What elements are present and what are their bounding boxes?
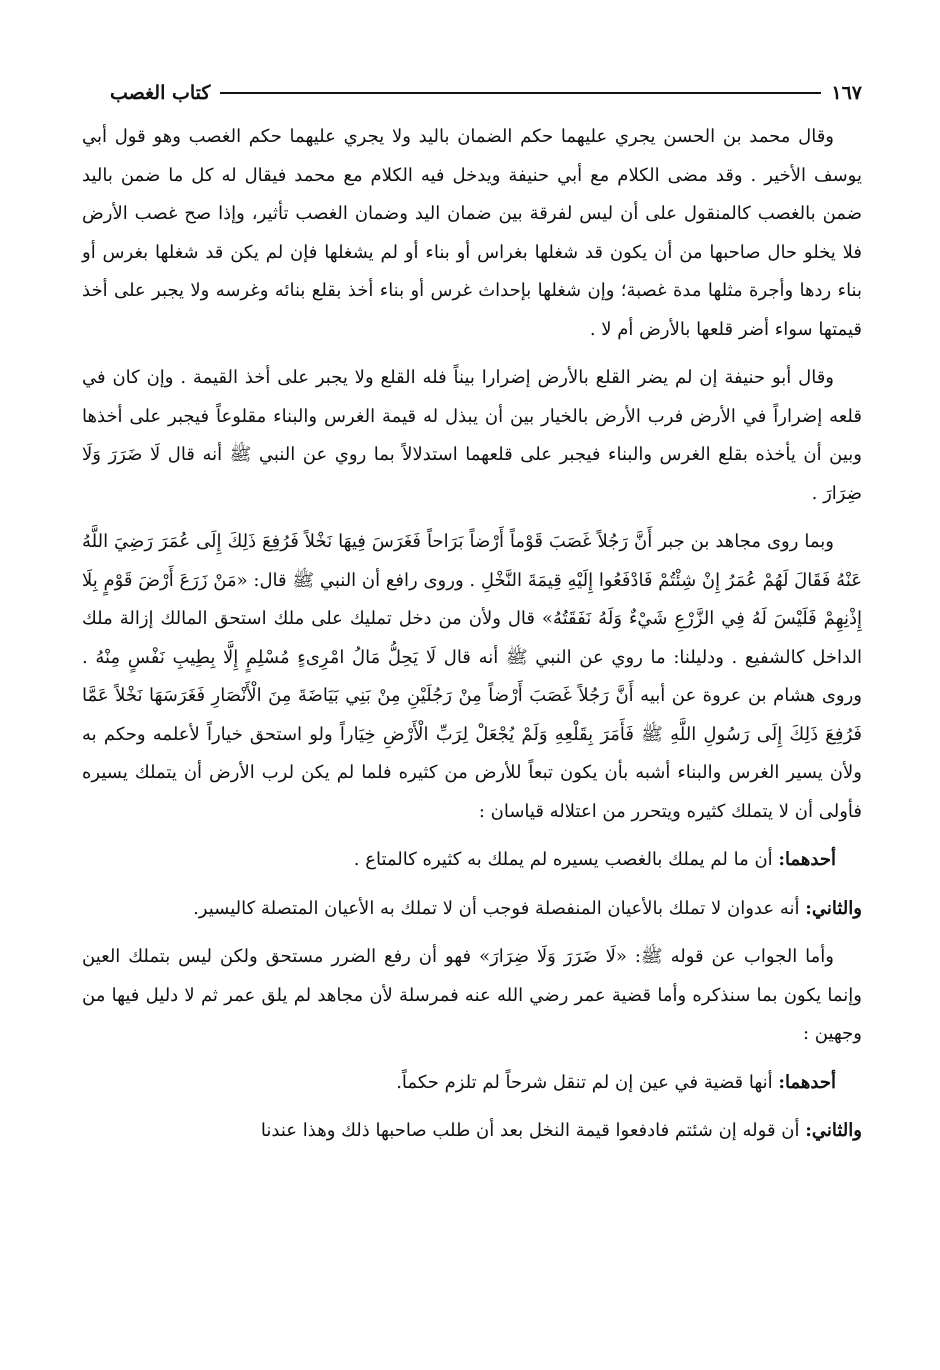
paragraph-mujahid: وبما روى مجاهد بن جبر أَنَّ رَجُلاً غَصَبَ قَوْماً أَرْضاً بَرَاحاً فَغَرَسَ فِيهَا نَخْلاً فَرُفِعَ ذَلِكَ إِلَى عُمَرَ رَضِيَ اللَّهُ عَنْهُ فَقَالَ لَهُمْ عُمَرُ إِنْ شِئْتُمْ فَادْفَعُوا إِلَيْهِ قِيمَةَ النَّخْلِ . وروى رافع أن النبي ﷺ قال: «مَنْ زَرَعَ أَرْضَ قَوْمٍ بِلَا إِذْنِهِمْ فَلَيْسَ لَهُ فِي الزَّرْعِ شَيْءٌ وَلَهُ نَفَقَتُهُ» قال ولأن من دخل تمليك على ملك استحق المالك إزالة ملك الداخل كالشفيع . ودليلنا: ما روي عن النبي ﷺ أنه قال لَا يَحِلُّ مَالُ امْرِىءٍ مُسْلِمٍ إِلَّا بِطِيبِ نَفْسٍ مِنْهُ . وروى هشام بن عروة عن أبيه أَنَّ رَجُلاً غَصَبَ أَرْضاً مِنْ رَجُلَيْنِ مِنْ بَنِي بَيَاضَةَ مِنَ الْأَنْصَارِ فَغَرَسَهَا نَخْلاً عَمَّا فَرُفِعَ ذَلِكَ إِلَى رَسُولِ اللَّهِ ﷺ فَأَمَرَ بِقَلْعِهِ وَلَمْ يُجْعَلْ لِرَبِّ الْأَرْضِ خِيَاراً ولو استحق خياراً لأعلمه وحكم به ولأن يسير الغرس والبناء أشبه بأن يكون تبعاً للأرض من كثيره فلما لم يكن لرب الأرض أن يتملك يسيره فأولى أن لا يتملك كثيره ويتحرر من اعتلاله قياسان : bbox=[82, 531, 862, 822]
analogy-first bbox=[82, 841, 862, 880]
reply-second bbox=[82, 1112, 862, 1151]
paragraph-muhammad: وقال محمد بن الحسن يجري عليهما حكم الضمان باليد ولا يجري عليهما حكم الغصب وهو قول أبي يوسف الأخير . وقد مضى الكلام مع أبي حنيفة ويدخل فيه الكلام مع محمد فيقال له كل ما ضمن باليد ضمن بالغصب كالمنقول على أن ليس لفرقة بين ضمان اليد وضمان الغصب تأثير، وإذا صح غصب الأرض فلا يخلو حال صاحبها من أن يكون قد شغلها بغراس أو بناء أو لم يشغلها فإن لم يكن قد شغلها بغرس أو بناء ردها وأجرة مثلها مدة غصبة؛ وإن شغلها بإحداث غرس أو بناء أخذ بقلع بنائه وغرسه ولا يجبر على أخذ قيمتها سواء أضر قلعها بالأرض أم لا . bbox=[82, 126, 862, 340]
page-number: ١٦٧ bbox=[831, 82, 862, 104]
running-header bbox=[110, 76, 862, 110]
item-label: أحدهما: bbox=[778, 1071, 836, 1093]
header-rule bbox=[220, 92, 821, 94]
item-text: أنها قضية في عين إن لم تنقل شرحاً لم تلزم حكماً. bbox=[396, 1071, 779, 1093]
item-label: والثاني: bbox=[805, 1120, 862, 1141]
item-text: أن ما لم يملك بالغصب يسيره لم يملك به كثيره كالمتاع . bbox=[353, 849, 779, 870]
item-text: أن قوله إن شئتم فادفعوا قيمة النخل بعد أن طلب صاحبها ذلك وهذا عندنا bbox=[260, 1120, 806, 1141]
page-body bbox=[82, 118, 862, 1161]
paragraph-answer: وأما الجواب عن قوله ﷺ: «لَا ضَرَرَ وَلَا ضِرَارَ» فهو أن رفع الضرر مستحق ولكن ليس بتملك العين وإنما يكون بما سنذكره وأما قضية عمر رضي الله عنه فمرسلة لأن مجاهد لم يلق عمر ثم لا دليل فيها من وجهين : bbox=[82, 946, 862, 1044]
item-label: والثاني: bbox=[805, 897, 862, 919]
chapter-title: كتاب الغصب bbox=[110, 82, 211, 104]
item-text: أنه عدوان لا تملك بالأعيان المنفصلة فوجب أن لا تملك به الأعيان المتصلة كاليسير. bbox=[193, 897, 806, 919]
item-label: أحدهما: bbox=[778, 849, 836, 870]
reply-first bbox=[82, 1064, 862, 1103]
paragraph-abu-hanifa: وقال أبو حنيفة إن لم يضر القلع بالأرض إضرارا بيناً فله القلع ولا يجبر على أخذ القيمة . وإن كان في قلعه إضراراً في الأرض فرب الأرض بالخيار بين أن يبذل له قيمة الغرس والبناء مقلوعاً فيجبر على أخذها وبين أن يأخذه بقلع الغرس والبناء فيجبر على قلعهما استدلالاً بما روي عن النبي ﷺ أنه قال لَا ضَرَرَ وَلَا ضِرَارَ . bbox=[82, 367, 863, 504]
analogy-second bbox=[82, 890, 862, 929]
